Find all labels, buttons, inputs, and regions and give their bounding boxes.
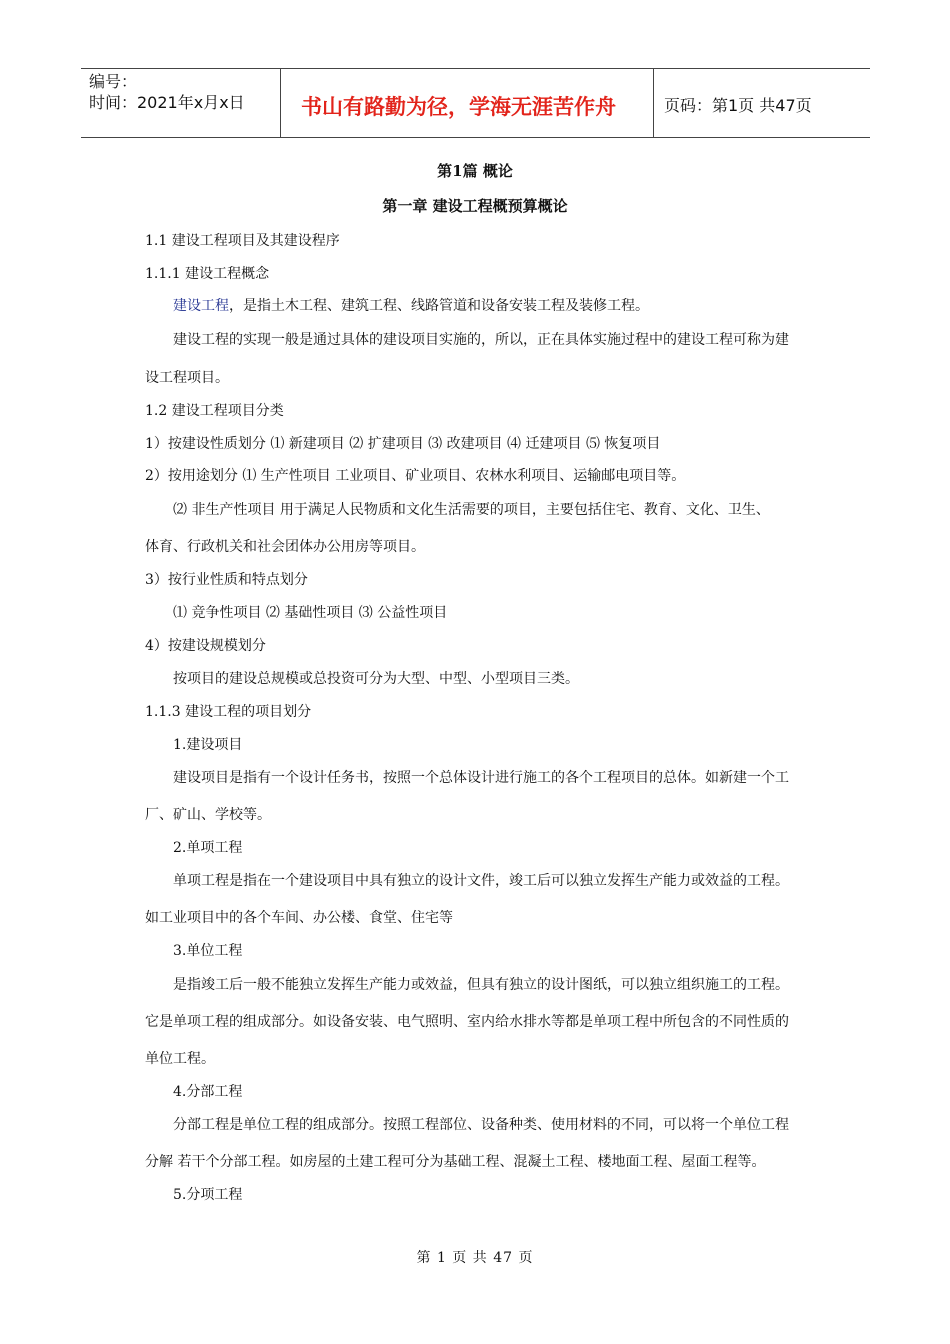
subsection-heading: 2.单项工程 xyxy=(173,840,243,856)
term-link[interactable]: 建设工程 xyxy=(173,298,229,314)
doc-number-label: 编号： xyxy=(89,72,138,91)
section-heading: 1.1 建设工程项目及其建设程序 xyxy=(145,233,340,249)
subsection-heading: 3.单位工程 xyxy=(173,943,243,959)
header-page-number: 页码：第1页 共47页 xyxy=(664,96,812,115)
section-heading: 1.1.3 建设工程的项目划分 xyxy=(145,704,312,720)
list-item: 4）按建设规模划分 xyxy=(145,638,266,654)
paragraph-line: 设工程项目。 xyxy=(145,370,229,386)
doc-date-label: 时间：2021年x月x日 xyxy=(89,93,245,112)
section-heading: 1.1.1 建设工程概念 xyxy=(145,266,270,282)
paragraph-text: ，是指土木工程、建筑工程、线路管道和设备安装工程及装修工程。 xyxy=(229,298,649,314)
paragraph-line: 单位工程。 xyxy=(145,1051,215,1067)
paragraph-line: 厂、矿山、学校等。 xyxy=(145,807,271,823)
subsection-heading: 5.分项工程 xyxy=(173,1187,243,1203)
header-motto: 书山有路勤为径，学海无涯苦作舟 xyxy=(301,95,616,119)
chapter-title: 第一章 建设工程概预算概论 xyxy=(382,197,568,215)
page-footer: 第 1 页 共 47 页 xyxy=(416,1250,534,1266)
paragraph xyxy=(173,297,649,315)
paragraph-line: 它是单项工程的组成部分。如设备安装、电气照明、室内给水排水等都是单项工程中所包含的不同性质的 xyxy=(145,1014,789,1030)
paragraph-line: 分解 若干个分部工程。如房屋的土建工程可分为基础工程、混凝土工程、楼地面工程、屋面工程等。 xyxy=(145,1154,766,1170)
paragraph-line: 体育、行政机关和社会团体办公用房等项目。 xyxy=(145,539,425,555)
paragraph-line: 按项目的建设总规模或总投资可分为大型、中型、小型项目三类。 xyxy=(173,671,579,687)
list-item: ⑴ 竞争性项目 ⑵ 基础性项目 ⑶ 公益性项目 xyxy=(173,605,448,621)
paragraph-line: 建设工程的实现一般是通过具体的建设项目实施的，所以，正在具体实施过程中的建设工程可称为建 xyxy=(173,332,789,348)
paragraph-line: 单项工程是指在一个建设项目中具有独立的设计文件，竣工后可以独立发挥生产能力或效益的工程。 xyxy=(173,873,789,889)
list-item: 2）按用途划分 ⑴ 生产性项目 工业项目、矿业项目、农林水利项目、运输邮电项目等。 xyxy=(145,468,686,484)
paragraph-line: 分部工程是单位工程的组成部分。按照工程部位、设备种类、使用材料的不同，可以将一个单位工程 xyxy=(173,1117,789,1133)
subsection-heading: 1.建设项目 xyxy=(173,737,243,753)
subsection-heading: 4.分部工程 xyxy=(173,1084,243,1100)
list-item: 3）按行业性质和特点划分 xyxy=(145,572,308,588)
list-item: 1）按建设性质划分 ⑴ 新建项目 ⑵ 扩建项目 ⑶ 改建项目 ⑷ 迁建项目 ⑸ 恢复项目 xyxy=(145,436,661,452)
paragraph-line: 是指竣工后一般不能独立发挥生产能力或效益，但具有独立的设计图纸，可以独立组织施工的工程。 xyxy=(173,977,789,993)
part-title: 第1篇 概论 xyxy=(437,162,513,180)
paragraph-line: ⑵ 非生产性项目 用于满足人民物质和文化生活需要的项目，主要包括住宅、教育、文化、卫生、 xyxy=(173,502,770,518)
paragraph-line: 建设项目是指有一个设计任务书，按照一个总体设计进行施工的各个工程项目的总体。如新建一个工 xyxy=(173,770,789,786)
section-heading: 1.2 建设工程项目分类 xyxy=(145,403,284,419)
paragraph-line: 如工业项目中的各个车间、办公楼、食堂、住宅等 xyxy=(145,910,453,926)
